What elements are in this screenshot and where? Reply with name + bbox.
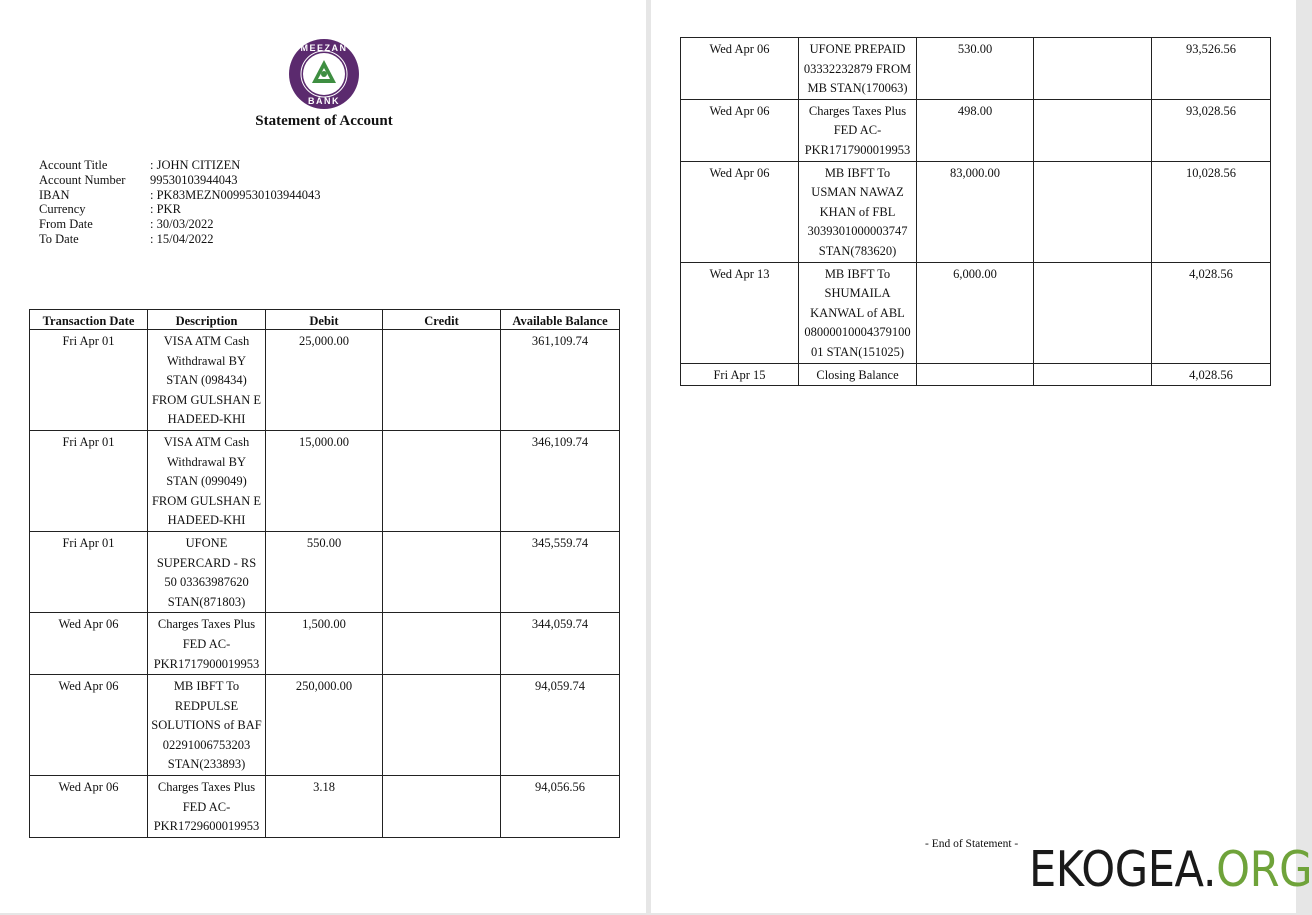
cell-balance: 344,059.74 [501, 613, 620, 675]
transactions-table-page-2 [680, 37, 1271, 386]
meezan-bank-logo [286, 38, 362, 110]
cell-balance: 4,028.56 [1152, 262, 1271, 363]
document-title: Statement of Account [255, 113, 393, 129]
watermark-part1: EKOGEA. [1029, 841, 1217, 898]
table-row [681, 99, 1271, 161]
cell-credit [383, 776, 501, 838]
watermark-part2: ORG [1216, 841, 1312, 898]
cell-debit [917, 363, 1034, 386]
cell-debit: 250,000.00 [266, 675, 383, 776]
cell-date: Fri Apr 01 [30, 330, 148, 431]
cell-credit [1034, 161, 1152, 262]
cell-debit: 3.18 [266, 776, 383, 838]
account-info-row [39, 202, 321, 217]
col-description: Description [148, 310, 266, 330]
table-row [681, 161, 1271, 262]
account-info-row [39, 232, 321, 247]
cell-debit: 6,000.00 [917, 262, 1034, 363]
cell-debit: 530.00 [917, 38, 1034, 100]
account-info-label: To Date [39, 231, 79, 246]
cell-balance: 93,028.56 [1152, 99, 1271, 161]
account-info-row [39, 173, 321, 188]
end-of-statement: - End of Statement - [925, 838, 1019, 850]
cell-credit [1034, 262, 1152, 363]
table-row [30, 330, 620, 431]
account-info-row [39, 158, 321, 173]
cell-description: MB IBFT To REDPULSE SOLUTIONS of BAF 02291006753203 STAN(233893) [148, 675, 266, 776]
table-row [681, 363, 1271, 386]
account-info-row [39, 217, 321, 232]
cell-credit [1034, 99, 1152, 161]
account-info-label: IBAN [39, 187, 70, 202]
account-info-value: : 15/04/2022 [150, 231, 214, 246]
cell-debit: 83,000.00 [917, 161, 1034, 262]
cell-debit: 15,000.00 [266, 430, 383, 531]
cell-credit [1034, 363, 1152, 386]
cell-balance: 4,028.56 [1152, 363, 1271, 386]
cell-date: Wed Apr 06 [681, 38, 799, 100]
cell-date: Wed Apr 06 [681, 99, 799, 161]
table-row [30, 675, 620, 776]
cell-credit [1034, 38, 1152, 100]
table-row [30, 430, 620, 531]
col-credit: Credit [383, 310, 501, 330]
account-info-value: : 30/03/2022 [150, 217, 214, 232]
account-info-value: : PK83MEZN0099530103944043 [150, 187, 321, 202]
account-info-row [39, 188, 321, 203]
cell-date: Wed Apr 06 [30, 675, 148, 776]
account-info [39, 158, 321, 247]
cell-description: MB IBFT To USMAN NAWAZ KHAN of FBL 3039301000003747 STAN(783620) [799, 161, 917, 262]
cell-balance: 93,526.56 [1152, 38, 1271, 100]
cell-credit [383, 430, 501, 531]
cell-debit: 1,500.00 [266, 613, 383, 675]
cell-description: Charges Taxes Plus FED AC-PKR1729600019953 [148, 776, 266, 838]
cell-balance: 94,056.56 [501, 776, 620, 838]
cell-date: Fri Apr 15 [681, 363, 799, 386]
cell-balance: 94,059.74 [501, 675, 620, 776]
cell-balance: 345,559.74 [501, 531, 620, 612]
statement-page-1 [0, 0, 646, 913]
col-debit: Debit [266, 310, 383, 330]
cell-balance: 361,109.74 [501, 330, 620, 431]
table-row [30, 776, 620, 838]
cell-date: Wed Apr 06 [30, 776, 148, 838]
cell-description: Charges Taxes Plus FED AC-PKR1717900019953 [148, 613, 266, 675]
logo-bottom-text: BANK [308, 96, 340, 106]
cell-description: Closing Balance [799, 363, 917, 386]
table-header-row [30, 310, 620, 330]
table-row [681, 262, 1271, 363]
cell-description: UFONE PREPAID 03332232879 FROM MB STAN(170063) [799, 38, 917, 100]
cell-description: VISA ATM Cash Withdrawal BY STAN (099049) FROM GULSHAN E HADEED-KHI [148, 430, 266, 531]
col-transaction-date: Transaction Date [30, 310, 148, 330]
statement-page-2 [651, 0, 1312, 913]
account-info-value: : JOHN CITIZEN [150, 158, 241, 172]
account-info-label: Currency [39, 202, 86, 217]
cell-description: Charges Taxes Plus FED AC-PKR1717900019953 [799, 99, 917, 161]
watermark [1029, 840, 1312, 900]
cell-date: Fri Apr 01 [30, 531, 148, 612]
cell-description: MB IBFT To SHUMAILA KANWAL of ABL 08000010004379100 01 STAN(151025) [799, 262, 917, 363]
transactions-table-page-1 [29, 309, 620, 838]
cell-debit: 25,000.00 [266, 330, 383, 431]
cell-debit: 550.00 [266, 531, 383, 612]
logo-top-text: MEEZAN [300, 43, 348, 53]
cell-debit: 498.00 [917, 99, 1034, 161]
account-info-label: Account Title [39, 158, 108, 172]
cell-date: Wed Apr 13 [681, 262, 799, 363]
account-info-label: From Date [39, 217, 93, 232]
account-info-label: Account Number [39, 172, 126, 187]
table-row [681, 38, 1271, 100]
cell-date: Fri Apr 01 [30, 430, 148, 531]
cell-balance: 10,028.56 [1152, 161, 1271, 262]
cell-date: Wed Apr 06 [681, 161, 799, 262]
account-info-value: : PKR [150, 202, 181, 217]
col-available-balance: Available Balance [501, 310, 620, 330]
cell-date: Wed Apr 06 [30, 613, 148, 675]
account-info-value: 99530103944043 [150, 172, 238, 187]
cell-description: VISA ATM Cash Withdrawal BY STAN (098434) FROM GULSHAN E HADEED-KHI [148, 330, 266, 431]
cell-credit [383, 531, 501, 612]
table-row [30, 531, 620, 612]
cell-balance: 346,109.74 [501, 430, 620, 531]
cell-description: UFONE SUPERCARD - RS 50 03363987620 STAN(871803) [148, 531, 266, 612]
table-row [30, 613, 620, 675]
cell-credit [383, 330, 501, 431]
cell-credit [383, 675, 501, 776]
cell-credit [383, 613, 501, 675]
